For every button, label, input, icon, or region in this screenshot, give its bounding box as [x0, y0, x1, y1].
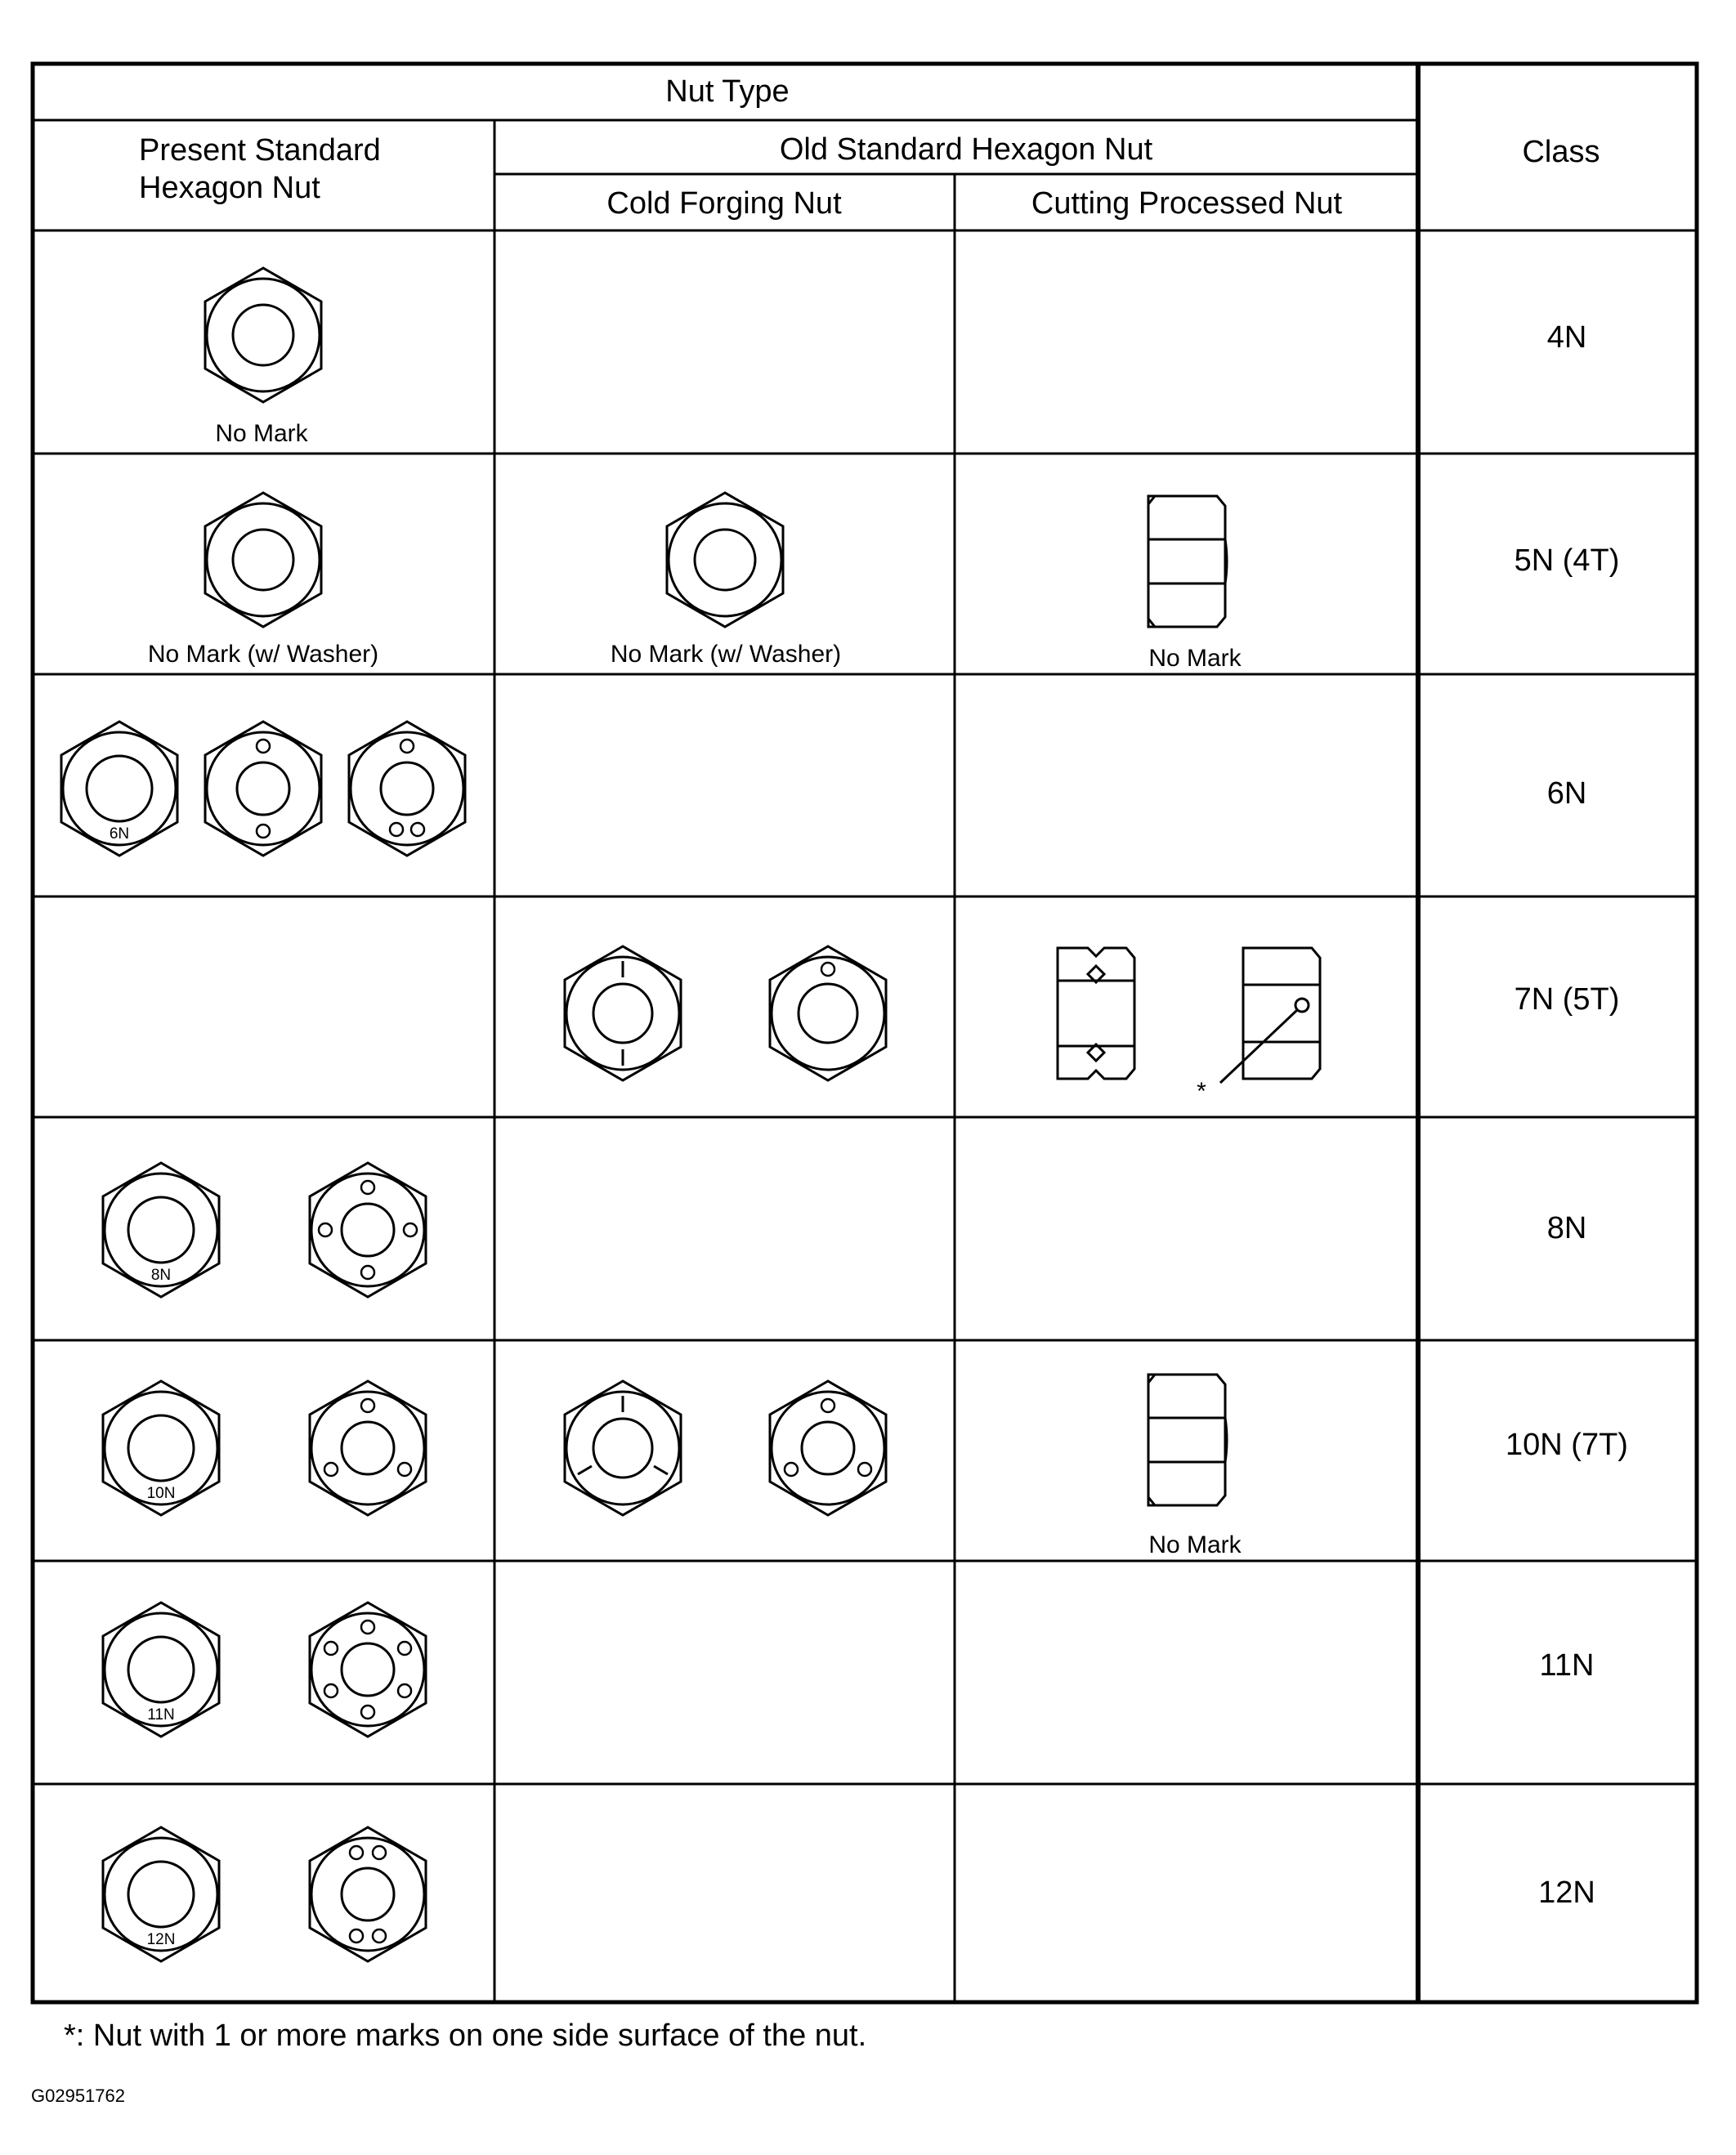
side-nut-side-none	[1148, 496, 1227, 627]
side-nut-side-none	[1148, 1375, 1227, 1505]
hex-nut-dots-4-1	[310, 1163, 426, 1297]
hex-nut-dots-3-1	[770, 1381, 886, 1515]
class-label-row2: 5N (4T)	[1514, 543, 1620, 578]
asterisk-marker: *	[1197, 1078, 1206, 1105]
hex-nut-dots-2-opposite-1	[205, 722, 321, 856]
class-label-row3: 6N	[1546, 776, 1587, 811]
mark-label-row2-present: No Mark (w/ Washer)	[147, 641, 379, 668]
class-label-row1: 4N	[1546, 320, 1587, 355]
class-label-row7: 11N	[1539, 1648, 1595, 1683]
nut-grade-text: 10N	[146, 1485, 176, 1502]
mark-label-row1-present: No Mark	[215, 420, 308, 447]
mark-label-row2-cutting: No Mark	[1148, 645, 1242, 672]
header-present-line2: Hexagon Nut	[139, 171, 320, 205]
hex-nut-text-0	[103, 1381, 219, 1515]
class-label-row8: 12N	[1538, 1876, 1595, 1910]
nut-grade-text: 6N	[109, 825, 130, 843]
nut-grade-text: 12N	[146, 1931, 176, 1948]
class-label-row5: 8N	[1546, 1211, 1587, 1245]
nut-grade-text: 11N	[147, 1706, 175, 1724]
class-label-row6: 10N (7T)	[1506, 1428, 1628, 1462]
header-present-line1: Present Standard	[139, 133, 381, 168]
hex-nut-dots-1-top-2-bottom-2	[349, 722, 465, 856]
hex-nut-text-0	[103, 1603, 219, 1737]
table-grid	[33, 64, 1697, 2002]
hex-nut-dots-2-top-2-bottom-1	[310, 1827, 426, 1961]
header-nut-type: Nut Type	[665, 74, 790, 109]
header-cutting: Cutting Processed Nut	[1031, 186, 1343, 221]
hex-nut-text-0	[103, 1163, 219, 1297]
side-nut-side-diamonds	[1058, 948, 1134, 1079]
hex-nut-dots-1-top-1	[770, 946, 886, 1080]
hex-nut-none-0	[205, 268, 321, 402]
nut-symbols	[61, 268, 1320, 1961]
hex-nut-dots-6-1	[310, 1603, 426, 1737]
mark-label-row2-cold: No Mark (w/ Washer)	[610, 641, 842, 668]
hex-nut-slashes-2-0	[565, 946, 681, 1080]
side-nut-side-dot	[1220, 948, 1320, 1083]
mark-label-row6-cutting: No Mark	[1148, 1531, 1242, 1558]
header-cold-forging: Cold Forging Nut	[606, 186, 842, 221]
header-old-standard: Old Standard Hexagon Nut	[779, 132, 1153, 167]
figure-id: G02951762	[31, 2086, 125, 2106]
hex-nut-text-0	[103, 1827, 219, 1961]
hex-nut-washer-0	[205, 493, 321, 627]
hex-nut-slashes-3-0	[565, 1381, 681, 1515]
hex-nut-text-0	[61, 722, 177, 856]
header-class: Class	[1522, 135, 1600, 169]
hex-nut-washer-0	[667, 493, 783, 627]
footnote: *: Nut with 1 or more marks on one side surface of the nut.	[64, 2019, 867, 2053]
class-label-row4: 7N (5T)	[1514, 982, 1620, 1017]
nut-grade-text: 8N	[150, 1267, 172, 1284]
hex-nut-dots-3-1	[310, 1381, 426, 1515]
